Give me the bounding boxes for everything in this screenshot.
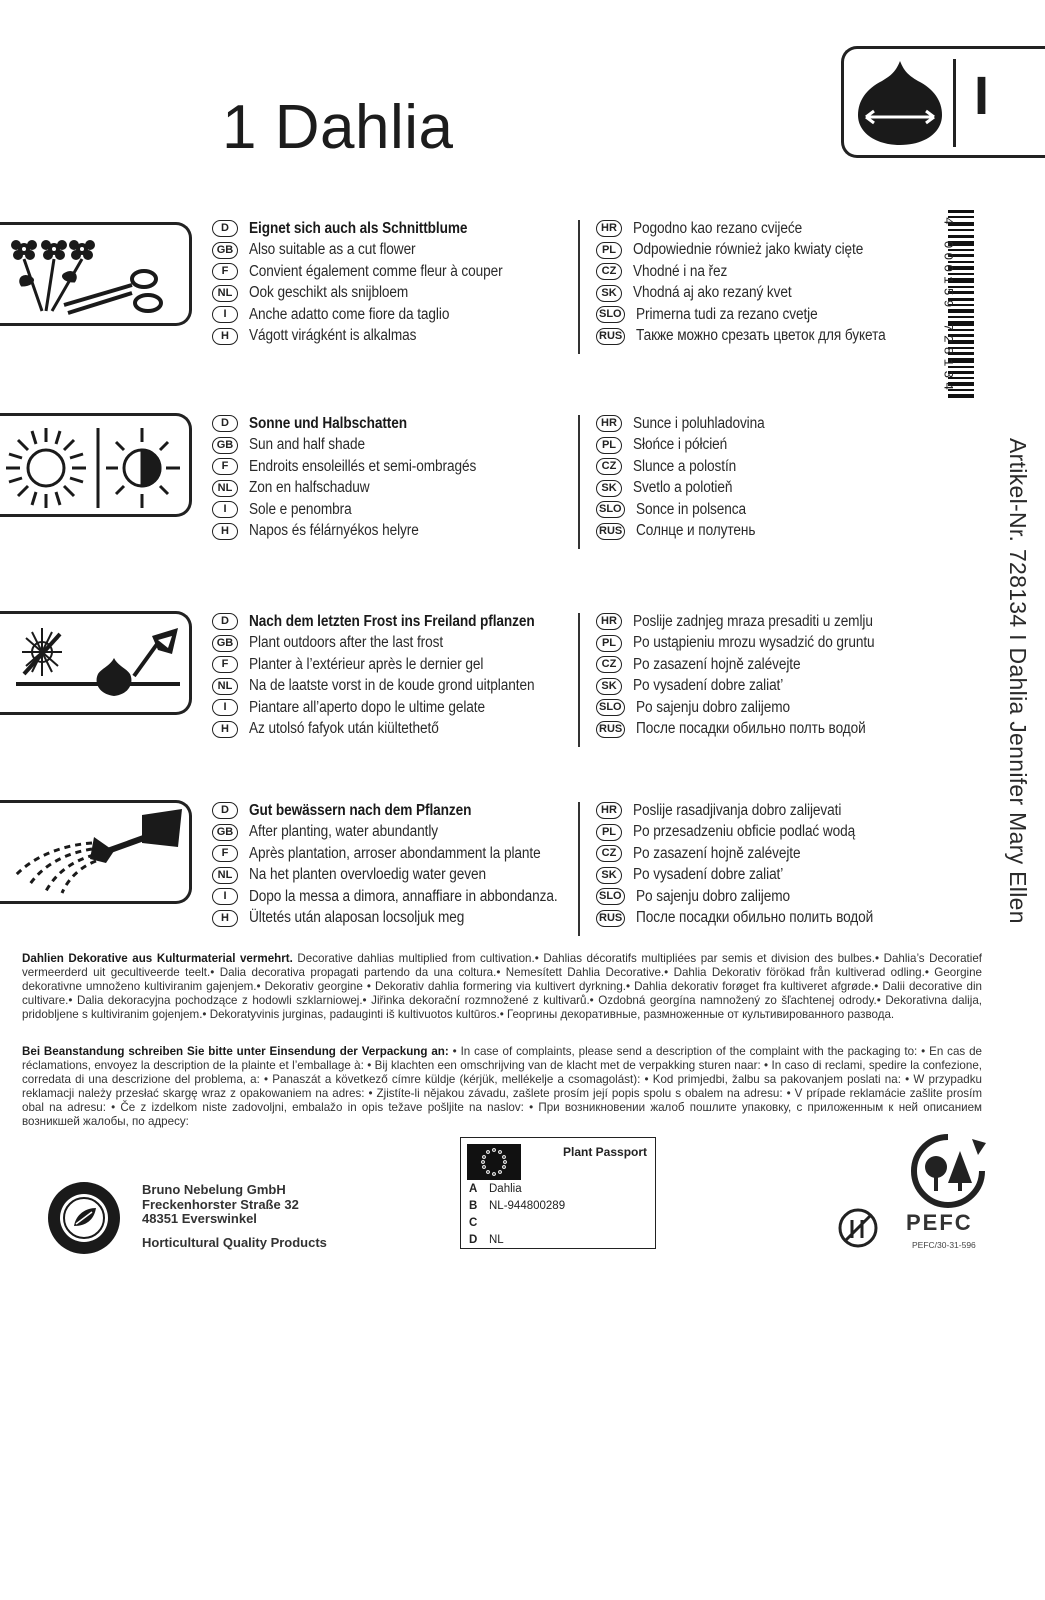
lang-row <box>212 843 572 865</box>
cultivation-paragraph <box>22 952 982 1022</box>
passport-row <box>469 1198 565 1215</box>
lang-code: HR <box>596 802 622 819</box>
icon-box <box>0 611 192 715</box>
lang-text: Sonne und Halbschatten <box>249 414 407 432</box>
lang-row <box>212 478 572 500</box>
column-divider <box>578 220 580 354</box>
company-address <box>142 1183 299 1227</box>
lang-text: Poslije zadnjeg mraza presaditi u zemlju <box>633 612 873 630</box>
company-street: Freckenhorster Straße 32 <box>142 1196 299 1212</box>
lang-row <box>212 719 572 741</box>
lang-text: Endroits ensoleillés et semi-ombragés <box>249 457 477 475</box>
lang-code: HR <box>596 613 622 630</box>
page-title: 1 Dahlia <box>222 93 454 162</box>
lang-code: NL <box>212 867 238 884</box>
pefc-logo-icon <box>906 1133 990 1209</box>
company-city: 48351 Everswinkel <box>142 1211 257 1226</box>
complaint-text: • In case of complaints, please send a description of the complaint with the packaging to: • En cas de réclamations, envoyez la description de la plainte et l’emballage à: • Bij klachten een omschrijving van de klacht met de verpakking sturen naar: • In caso di reclami, spedire la confezione, corredata di una descrizione del problema, a: • Panaszát a következő címre küldje (kérjük, mellékelje a csomagolást): • Kod primjedbi, žalbu sa pakovanjem poslati na: • W przypadku reklamacji należy przesłać skargę wraz z opakowaniem na adres: • Zjistíte-li nějakou závadu, zašlete prosím její popis spolu s obalem na adresu: • V prípade reklamácie zašlite prosím obal na adresu: • Če z izdelkom niste zadovoljni, embalažo in opis težave pošljite na naslov: • При возникновении жалоб пошлите упаковку, с приложенным к ней описанием возникшей жалобы, по адресу: <box>22 1045 982 1128</box>
lang-code: D <box>212 802 238 819</box>
lang-code: D <box>212 613 238 630</box>
lang-text: Plant outdoors after the last frost <box>249 634 444 652</box>
lang-code: SK <box>596 480 622 497</box>
lang-row <box>596 843 936 865</box>
lang-text: Po ustąpieniu mrozu wysadzić do gruntu <box>633 634 875 652</box>
lang-text: After planting, water abundantly <box>249 823 439 841</box>
lang-code: SLO <box>596 501 625 518</box>
lang-text: После посадки обильно полть водой <box>636 720 866 738</box>
lang-code: RUS <box>596 328 625 345</box>
lang-code: PL <box>596 635 622 652</box>
passport-key: D <box>469 1234 478 1246</box>
pefc-label: PEFC <box>906 1210 973 1235</box>
lang-text: Napos és félárnyékos helyre <box>249 522 419 540</box>
lang-row <box>596 478 936 500</box>
lang-text: Na de laatste vorst in de koude grond uitplanten <box>249 677 535 695</box>
article-title: Artikel-Nr. 728134 I Dahlia Jennifer Mary Ellen <box>1005 438 1031 924</box>
lang-text: Anche adatto come fiore da taglio <box>249 305 450 323</box>
lang-row <box>212 800 572 822</box>
lang-row <box>212 886 572 908</box>
lang-row <box>596 719 936 741</box>
lang-row <box>596 240 936 262</box>
lang-row <box>596 499 936 521</box>
company-tagline: Horticultural Quality Products <box>142 1235 327 1250</box>
lang-text: Vhodná aj ako rezaný kvet <box>633 284 792 302</box>
lang-row <box>212 261 572 283</box>
bulb-size-box <box>841 46 1045 158</box>
lang-row <box>212 218 572 240</box>
lang-code: I <box>212 699 238 716</box>
lang-text: Piantare all’aperto dopo le ultime gelate <box>249 698 486 716</box>
lang-text: Sunce i poluhladovina <box>633 414 765 432</box>
lang-text: Sole e penombra <box>249 500 352 518</box>
lang-text: Ook geschikt als snijbloem <box>249 284 409 302</box>
pefc-code: PEFC/30-31-596 <box>912 1240 976 1250</box>
lang-text: Po vysadení dobre zaliat’ <box>633 677 784 695</box>
icon-box <box>0 800 192 904</box>
lang-row <box>596 886 936 908</box>
lang-text: Odpowiednie również jako kwiaty cięte <box>633 241 864 259</box>
cultivation-text: Decorative dahlias multiplied from cultivation.• Dahlias décoratifs multipliées par semis et division des bulbes.• Dahlia’s Decoratief vermeerderd uit gecultiveerde teelt.• Dalia decorativa propagati partendo da una coltura.• Nemesített Dahlia Decorative.• Dahlia Dekorativ förökad från kultiverad odling.• Georgine dekorativne umnoženo kultiviranim gajenjem.• Dekorativ georgine • Dekorativ dahlia formering via kultivert dyrkning.• Dahlia dekorativ forøget fra kultiveret afgrøde.• Dalii decorative din cultivare.• Dalia dekoracyjna pochodzące z hodowli szklarniowej.• Jiřinka dekorační rozmnožené z kultivarů.• Ozdobná georgína namnožený zo šľachtenej odrody.• Dekorativna dalija, pridobljene s kultiviranim gojenjem.• Dekoratyvinis jurginas, padauginti iš kultivuotos kultūros.• Георгины декоративные, размноженные от культивированного развода. <box>22 952 983 1021</box>
lang-row <box>212 240 572 262</box>
lang-row <box>212 521 572 543</box>
passport-key: A <box>469 1183 478 1195</box>
complaint-lead: Bei Beanstandung schreiben Sie bitte unter Einsendung der Verpackung an: <box>22 1045 449 1058</box>
lang-row <box>212 865 572 887</box>
lang-code: RUS <box>596 910 625 927</box>
lang-code: GB <box>212 437 238 454</box>
lang-text: Après plantation, arroser abondamment la plante <box>249 844 541 862</box>
lang-code: H <box>212 328 238 345</box>
lang-text: Po sajenju dobro zalijemo <box>635 698 790 716</box>
lang-code: NL <box>212 678 238 695</box>
lang-text: Vhodné i na řez <box>633 262 728 280</box>
lang-code: PL <box>596 824 622 841</box>
lang-code: SK <box>596 867 622 884</box>
lang-code: SLO <box>596 888 625 905</box>
lang-code: I <box>212 888 238 905</box>
lang-row <box>596 326 936 348</box>
lang-text: Sonce in polsenca <box>635 500 746 518</box>
passport-rows <box>469 1181 565 1249</box>
lang-row <box>212 908 572 930</box>
lang-row <box>212 822 572 844</box>
lang-row <box>596 697 936 719</box>
lang-code: H <box>212 721 238 738</box>
lang-text: Ültetés után alaposan locsoljuk meg <box>249 909 465 927</box>
lang-row <box>596 413 936 435</box>
lang-text: Also suitable as a cut flower <box>249 241 416 259</box>
lang-code: RUS <box>596 523 625 540</box>
passport-row <box>469 1232 565 1249</box>
lang-text: Dopo la messa a dimora, annaffiare in abbondanza. <box>249 887 558 905</box>
column-divider <box>578 802 580 936</box>
company-name: Bruno Nebelung GmbH <box>142 1182 286 1197</box>
lang-row <box>596 304 936 326</box>
lang-row <box>596 456 936 478</box>
lang-row <box>212 676 572 698</box>
lang-code: H <box>212 910 238 927</box>
passport-row <box>469 1215 565 1232</box>
lang-code: PL <box>596 437 622 454</box>
icon-box <box>0 413 192 517</box>
plant-passport <box>460 1137 656 1249</box>
lang-row <box>212 413 572 435</box>
barcode-number: 4 000159 728134 <box>940 216 956 395</box>
passport-value: NL-944800289 <box>489 1200 566 1212</box>
lang-text: Słońce i półcień <box>633 436 728 454</box>
watering-can-icon <box>2 807 186 903</box>
lang-code: NL <box>212 480 238 497</box>
lang-row <box>596 611 936 633</box>
lang-text: Po vysadení dobre zaliat’ <box>633 866 784 884</box>
lang-text: После посадки обильно полить водой <box>636 909 874 927</box>
eu-flag-icon <box>467 1144 521 1180</box>
lang-text: Vágott virágként is alkalmas <box>249 327 417 345</box>
lang-text: Также можно срезать цветок для букета <box>636 327 886 345</box>
lang-text: Pogodno kao rezano cvijeće <box>633 219 803 237</box>
lang-row <box>212 611 572 633</box>
lang-row <box>596 435 936 457</box>
lang-row <box>596 908 936 930</box>
lang-text: Eignet sich auch als Schnittblume <box>249 219 468 237</box>
lang-row <box>212 697 572 719</box>
lang-row <box>596 800 936 822</box>
lang-text: Primerna tudi za rezano cvetje <box>635 305 818 323</box>
lang-text: Nach dem letzten Frost ins Freiland pflanzen <box>249 612 535 630</box>
recycling-icon <box>836 1206 880 1250</box>
lang-code: HR <box>596 415 622 432</box>
lang-row <box>212 499 572 521</box>
lang-text: Po zasazení hojně zalévejte <box>633 655 801 673</box>
lang-text: Gut bewässern nach dem Pflanzen <box>249 801 472 819</box>
column-divider <box>578 613 580 747</box>
lang-text: Poslije rasadjivanja dobro zalijevati <box>633 801 842 819</box>
lang-row <box>596 822 936 844</box>
lang-code: D <box>212 220 238 237</box>
lang-code: CZ <box>596 845 622 862</box>
lang-row <box>212 283 572 305</box>
lang-code: CZ <box>596 263 622 280</box>
lang-text: Po przesadzeniu obficie podlać wodą <box>633 823 856 841</box>
lang-text: Po sajenju dobro zalijemo <box>635 887 790 905</box>
lang-code: F <box>212 458 238 475</box>
lang-text: Convient également comme fleur à couper <box>249 262 503 280</box>
lang-code: CZ <box>596 458 622 475</box>
bulb-icon <box>852 57 948 149</box>
lang-text: Svetlo a polotieň <box>633 479 733 497</box>
lang-code: GB <box>212 824 238 841</box>
passport-key: C <box>469 1217 478 1229</box>
lang-code: D <box>212 415 238 432</box>
lang-code: PL <box>596 242 622 259</box>
lang-code: F <box>212 656 238 673</box>
lang-text: Slunce a polostín <box>633 457 737 475</box>
column-divider <box>578 415 580 549</box>
lang-row <box>212 304 572 326</box>
passport-row <box>469 1181 565 1198</box>
lang-code: GB <box>212 242 238 259</box>
plant-after-frost-icon <box>2 618 186 714</box>
lang-code: HR <box>596 220 622 237</box>
sustainable-supplier-seal-icon <box>46 1180 122 1256</box>
lang-row <box>596 283 936 305</box>
lang-code: RUS <box>596 721 625 738</box>
lang-code: I <box>212 501 238 518</box>
lang-row <box>596 633 936 655</box>
lang-row <box>212 435 572 457</box>
lang-text: Az utolsó fafyok után kiültethető <box>249 720 439 738</box>
lang-code: SLO <box>596 699 625 716</box>
lang-code: SK <box>596 285 622 302</box>
lang-row <box>596 261 936 283</box>
lang-text: Po zasazení hojně zalévejte <box>633 844 801 862</box>
lang-text: Sun and half shade <box>249 436 365 454</box>
lang-row <box>596 654 936 676</box>
passport-value: Dahlia <box>489 1183 522 1195</box>
lang-code: CZ <box>596 656 622 673</box>
lang-text: Солнце и полутень <box>636 522 756 540</box>
cultivation-lead: Dahlien Dekorative aus Kulturmaterial vermehrt. <box>22 952 293 965</box>
lang-row <box>212 456 572 478</box>
lang-row <box>596 865 936 887</box>
passport-value: NL <box>489 1234 504 1246</box>
sun-half-shade-icon <box>2 420 186 516</box>
cut-flower-icon <box>2 229 182 325</box>
lang-row <box>596 676 936 698</box>
lang-code: SLO <box>596 306 625 323</box>
lang-code: I <box>212 306 238 323</box>
lang-text: Zon en halfschaduw <box>249 479 370 497</box>
lang-text: Na het planten overvloedig water geven <box>249 866 487 884</box>
lang-code: NL <box>212 285 238 302</box>
complaint-paragraph <box>22 1045 982 1129</box>
lang-row <box>596 521 936 543</box>
passport-title: Plant Passport <box>563 1145 648 1159</box>
bulb-box-divider <box>953 59 956 147</box>
lang-code: SK <box>596 678 622 695</box>
icon-box <box>0 222 192 326</box>
lang-row <box>212 326 572 348</box>
passport-key: B <box>469 1200 478 1212</box>
lang-row <box>212 633 572 655</box>
bulb-size-value: I <box>974 66 990 126</box>
lang-row <box>212 654 572 676</box>
lang-text: Planter à l’extérieur après le dernier gel <box>249 655 484 673</box>
lang-code: F <box>212 845 238 862</box>
lang-row <box>596 218 936 240</box>
lang-code: F <box>212 263 238 280</box>
lang-code: H <box>212 523 238 540</box>
lang-code: GB <box>212 635 238 652</box>
